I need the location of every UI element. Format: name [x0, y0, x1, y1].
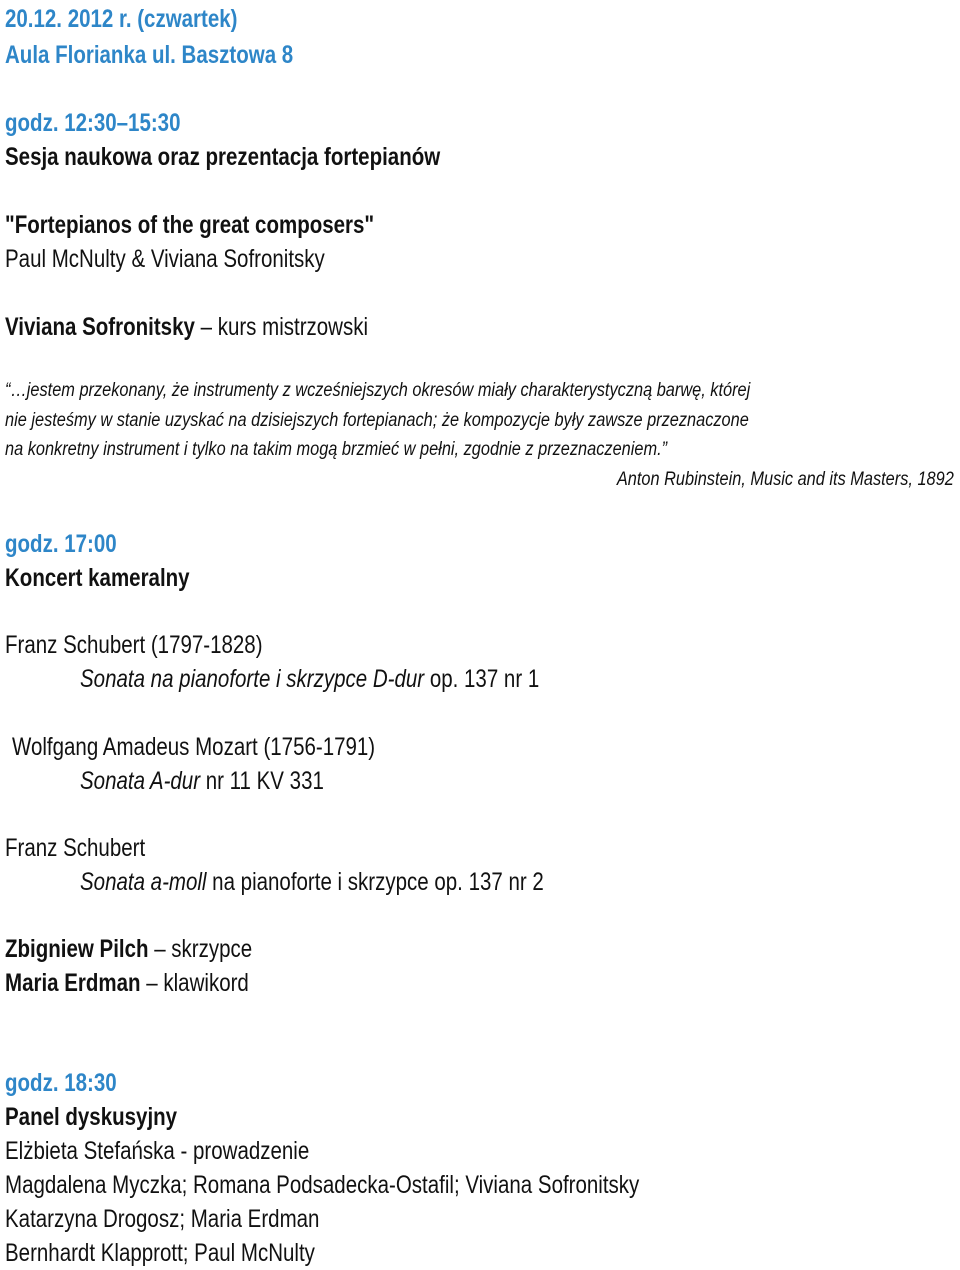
event-venue: Aula Florianka ul. Basztowa 8: [5, 41, 294, 69]
performer-1-role: skrzypce: [171, 935, 253, 963]
performer-1-name: Zbigniew Pilch: [5, 935, 149, 963]
panel-participants-1: Magdalena Myczka; Romana Podsadecka-Ostafil; Viviana Sofronitsky: [5, 1171, 640, 1199]
masterclass-teacher: Viviana Sofronitsky: [5, 313, 195, 341]
lecture-title: "Fortepianos of the great composers": [5, 211, 375, 239]
panel-title: Panel dyskusyjny: [5, 1103, 178, 1131]
performer-2: [5, 968, 249, 998]
piece-3-work: [80, 867, 544, 897]
quote-attribution: Anton Rubinstein, Music and its Masters, 1892: [617, 469, 954, 490]
piece-2-composer: Wolfgang Amadeus Mozart (1756-1791): [12, 733, 376, 761]
piece-1-work-title: Sonata na pianoforte i skrzypce D-dur: [80, 665, 425, 693]
performer-2-role: klawikord: [163, 969, 249, 997]
performer-2-dash: –: [140, 969, 164, 997]
panel-time: godz. 18:30: [5, 1069, 117, 1097]
performer-1: [5, 934, 252, 964]
performer-1-dash: –: [148, 935, 172, 963]
piece-3-composer: Franz Schubert: [5, 834, 146, 862]
quote-line-2: nie jesteśmy w stanie uzyskać na dzisiejszych fortepianach; że kompozycje były zawsze przeznaczone: [5, 410, 749, 431]
panel-participants-2: Katarzyna Drogosz; Maria Erdman: [5, 1205, 320, 1233]
piece-2-work: [80, 766, 324, 796]
lecture-speakers: Paul McNulty & Viviana Sofronitsky: [5, 245, 325, 273]
piece-3-work-opus: na pianoforte i skrzypce op. 137 nr 2: [206, 868, 544, 896]
piece-1-work: [80, 664, 539, 694]
panel-participants-3: Bernhardt Klapprott; Paul McNulty: [5, 1239, 315, 1267]
piece-2-work-title: Sonata A-dur: [80, 767, 201, 795]
piece-2-work-opus: nr 11 KV 331: [200, 767, 324, 795]
panel-host: Elżbieta Stefańska - prowadzenie: [5, 1137, 310, 1165]
piece-1-work-opus: op. 137 nr 1: [424, 665, 540, 693]
performer-2-name: Maria Erdman: [5, 969, 141, 997]
masterclass-line: [5, 312, 368, 342]
session-time: godz. 12:30–15:30: [5, 109, 181, 137]
masterclass-dash: –: [194, 313, 218, 341]
event-date: 20.12. 2012 r. (czwartek): [5, 5, 238, 33]
piece-3-work-title: Sonata a-moll: [80, 868, 207, 896]
session-title: Sesja naukowa oraz prezentacja fortepianów: [5, 143, 441, 171]
concert-time: godz. 17:00: [5, 530, 117, 558]
concert-title: Koncert kameralny: [5, 564, 190, 592]
piece-1-composer: Franz Schubert (1797-1828): [5, 631, 263, 659]
masterclass-label: kurs mistrzowski: [217, 313, 369, 341]
quote-line-3: na konkretny instrument i tylko na takim mogą brzmieć w pełni, zgodnie z przeznaczeniem.”: [5, 439, 668, 460]
quote-line-1: “…jestem przekonany, że instrumenty z wcześniejszych okresów miały charakterystyczną barwę, której: [5, 380, 751, 401]
